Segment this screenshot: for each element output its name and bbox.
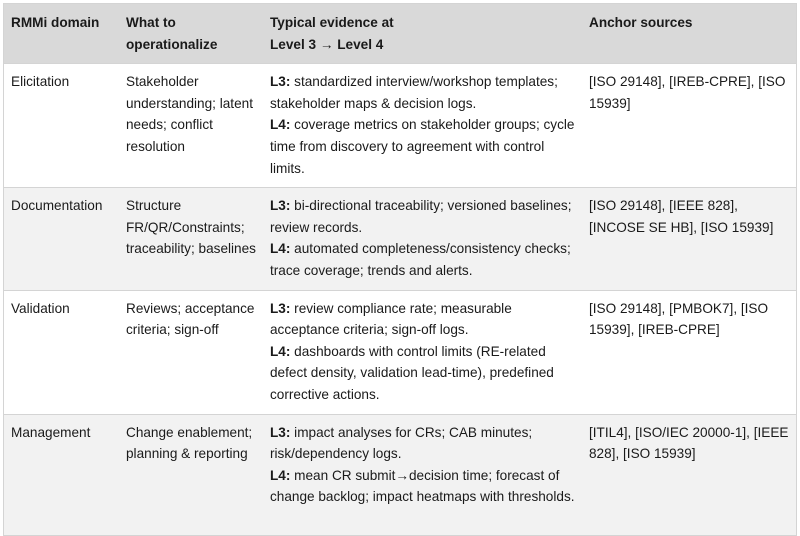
- cell-evidence: [263, 414, 582, 535]
- level-text: review compliance rate; measurable acceptance criteria; sign-off logs.: [270, 300, 512, 338]
- header-rmmi-domain: RMMi domain: [4, 4, 120, 64]
- header-typical-evidence: [263, 4, 582, 64]
- header-anchor-sources: Anchor sources: [582, 4, 797, 64]
- header-line: Level 3 → Level 4: [270, 36, 384, 52]
- header-line: Typical evidence at: [270, 15, 394, 30]
- level-text: dashboards with control limits (RE-related defect density, validation lead-time), predefined corrective actions.: [270, 343, 554, 402]
- level-label: L4:: [270, 117, 291, 133]
- cell-domain: Documentation: [4, 188, 120, 290]
- cell-evidence: [263, 188, 582, 290]
- level-label: L3:: [270, 300, 291, 316]
- level-text: standardized interview/workshop templates; stakeholder maps & decision logs.: [270, 74, 558, 111]
- evidence-l3: [270, 298, 575, 341]
- evidence-l4: [270, 341, 575, 406]
- evidence-l4: [270, 114, 575, 179]
- rmmi-evidence-table: [3, 3, 797, 536]
- level-label: L4:: [270, 241, 291, 257]
- table-row-management: [4, 414, 797, 535]
- table-row-validation: [4, 290, 797, 414]
- level-label: L3:: [270, 74, 291, 90]
- cell-sources: [ISO 29148], [IREB-CPRE], [ISO 15939]: [582, 64, 797, 188]
- header-line: operationalize: [126, 36, 218, 52]
- level-label: L4:: [270, 467, 291, 483]
- level-label: L4:: [270, 343, 291, 359]
- level-text: automated completeness/consistency checks; trace coverage; trends and alerts.: [270, 241, 571, 278]
- level-text: impact analyses for CRs; CAB minutes; risk/dependency logs.: [270, 424, 533, 462]
- evidence-l4: [270, 465, 575, 508]
- table-header: [4, 4, 797, 64]
- cell-evidence: [263, 290, 582, 414]
- cell-what: Stakeholder understanding; latent needs; conflict resolution: [119, 64, 263, 188]
- header-line: What to: [126, 15, 176, 30]
- level-text: bi-directional traceability; versioned baselines; review records.: [270, 198, 572, 235]
- cell-sources: [ISO 29148], [PMBOK7], [ISO 15939], [IREB-CPRE]: [582, 290, 797, 414]
- cell-what: Structure FR/QR/Constraints; traceability; baselines: [119, 188, 263, 290]
- level-text: coverage metrics on stakeholder groups; cycle time from discovery to agreement with control limits.: [270, 117, 575, 176]
- cell-what: Change enablement; planning & reporting: [119, 414, 263, 535]
- table-row-elicitation: [4, 64, 797, 188]
- cell-domain: Validation: [4, 290, 120, 414]
- header-row: [4, 4, 797, 64]
- evidence-l3: [270, 422, 575, 465]
- evidence-l3: [270, 195, 575, 238]
- evidence-l4: [270, 238, 575, 281]
- header-what-to-operationalize: [119, 4, 263, 64]
- level-label: L3:: [270, 424, 291, 440]
- cell-domain: Management: [4, 414, 120, 535]
- level-text: mean CR submit→decision time; forecast of change backlog; impact heatmaps with thresholds.: [270, 467, 575, 505]
- table-body: [4, 64, 797, 535]
- cell-what: Reviews; acceptance criteria; sign-off: [119, 290, 263, 414]
- cell-domain: Elicitation: [4, 64, 120, 188]
- table-row-documentation: [4, 188, 797, 290]
- evidence-l3: [270, 71, 575, 114]
- level-label: L3:: [270, 198, 291, 214]
- cell-evidence: [263, 64, 582, 188]
- cell-sources: [ISO 29148], [IEEE 828], [INCOSE SE HB], [ISO 15939]: [582, 188, 797, 290]
- cell-sources: [ITIL4], [ISO/IEC 20000-1], [IEEE 828], [ISO 15939]: [582, 414, 797, 535]
